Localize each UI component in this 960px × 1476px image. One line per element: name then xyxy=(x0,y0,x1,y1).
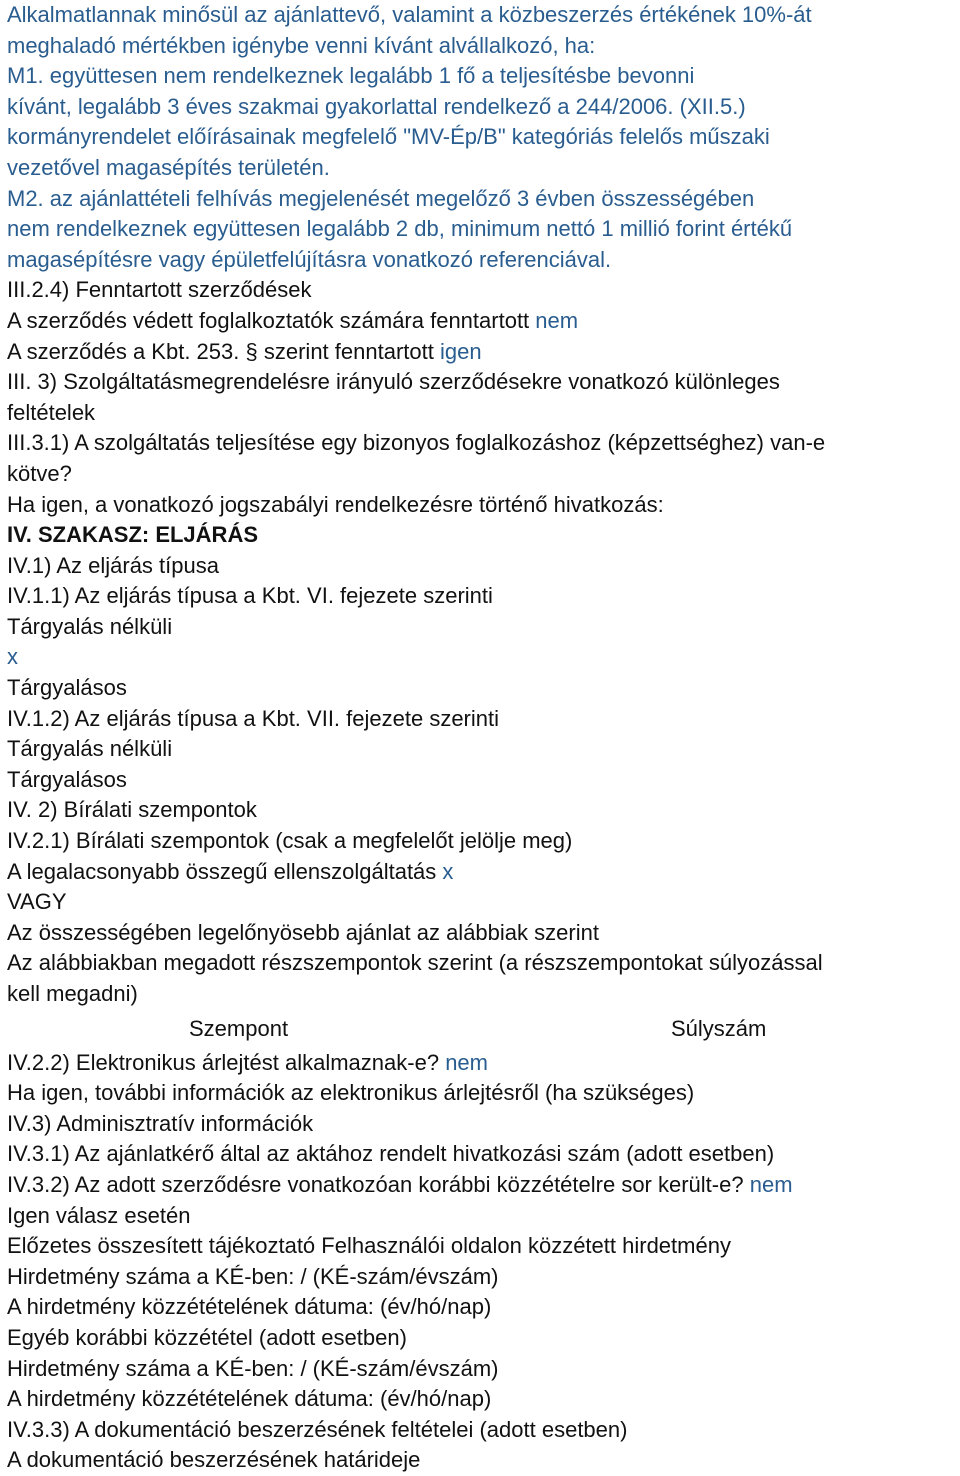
eauction-row xyxy=(7,1048,958,1079)
criterion-m1-line-3: kormányrendelet előírásainak megfelelő "MV-Ép/B" kategóriás felelős műszaki xyxy=(7,124,770,150)
previous-publication-row xyxy=(7,1170,958,1201)
reserved-kbt-label-rest: szerint fenntartott xyxy=(263,338,434,364)
reserved-sheltered-value: nem xyxy=(535,307,579,333)
publication-date-2: A hirdetmény közzétételének dátuma: (év/hó/nap) xyxy=(7,1386,492,1412)
profession-question-1: III.3.1) A szolgáltatás teljesítése egy bizonyos foglalkozáshoz (képzettséghez) van-e xyxy=(7,430,826,456)
reserved-contracts-heading: III.2.4) Fenntartott szerződések xyxy=(7,277,312,303)
criterion-m1-line-1: M1. együttesen nem rendelkeznek legalább 1 fő a teljesítésbe bevonni xyxy=(7,63,695,89)
criterion-m2-line-1: M2. az ajánlattételi felhívás megjelenését megelőző 3 évben összességében xyxy=(7,185,755,211)
sub-criteria-line-1: Az alábbiakban megadott részszempontok szerint (a részszempontokat súlyozással xyxy=(7,950,823,976)
sub-criteria-line-2: kell megadni) xyxy=(7,981,138,1006)
procedure-section-heading: IV. SZAKASZ: ELJÁRÁS xyxy=(7,522,259,548)
lowest-price-mark: x xyxy=(442,858,454,884)
criterion-m1-line-2: kívánt, legalább 3 éves szakmai gyakorlattal rendelkező a 244/2006. (XII.5.) xyxy=(7,93,746,119)
service-conditions-heading-1: III. 3) Szolgáltatásmegrendelésre irányuló szerződésekre vonatkozó különleges xyxy=(7,369,780,395)
best-value-label: Az összességében legelőnyösebb ajánlat az alábbiak szerint xyxy=(7,919,599,945)
option-negotiated: Tárgyalásos xyxy=(7,675,127,701)
other-publication: Egyéb korábbi közzététel (adott esetben) xyxy=(7,1324,407,1350)
reserved-kbt-row xyxy=(7,337,958,368)
eauction-info: Ha igen, további információk az elektronikus árlejtésről (ha szükséges) xyxy=(7,1080,695,1106)
documentation-deadline: A dokumentáció beszerzésének határideje xyxy=(7,1447,421,1473)
document-page xyxy=(7,0,958,1476)
notice-number-2: Hirdetmény száma a KÉ-ben: / (KÉ-szám/évszám) xyxy=(7,1355,499,1381)
criterion-column-header: Szempont xyxy=(189,1015,289,1041)
option-without-negotiation-2: Tárgyalás nélküli xyxy=(7,736,173,762)
or-separator: VAGY xyxy=(7,889,67,915)
reserved-sheltered-label: A szerződés védett foglalkoztatók számára fenntartott xyxy=(7,307,530,333)
notice-number-1: Hirdetmény száma a KÉ-ben: / (KÉ-szám/évszám) xyxy=(7,1263,499,1289)
admin-info-heading: IV.3) Adminisztratív információk xyxy=(7,1110,314,1136)
lowest-price-row xyxy=(7,857,958,888)
reference-number-label: IV.3.1) Az ajánlatkérő által az aktához rendelt hivatkozási szám (adott esetben) xyxy=(7,1141,775,1167)
procedure-type-heading: IV.1) Az eljárás típusa xyxy=(7,552,219,578)
legal-reference-label: Ha igen, a vonatkozó jogszabályi rendelkezésre történő hivatkozás: xyxy=(7,491,664,517)
option-negotiated-2: Tárgyalásos xyxy=(7,766,127,792)
previous-publication-value: nem xyxy=(749,1171,793,1197)
publication-date-1: A hirdetmény közzétételének dátuma: (év/hó/nap) xyxy=(7,1294,492,1320)
option-without-negotiation: Tárgyalás nélküli xyxy=(7,613,173,639)
criteria-table-header xyxy=(7,1010,958,1048)
award-criteria-subheading: IV.2.1) Bírálati szempontok (csak a megfelelőt jelölje meg) xyxy=(7,828,573,854)
lowest-price-label: A legalacsonyabb összegű ellenszolgáltatás xyxy=(7,858,437,884)
prior-information-notice: Előzetes összesített tájékoztató Felhasználói oldalon közzétett hirdetmény xyxy=(7,1233,731,1259)
documentation-conditions: IV.3.3) A dokumentáció beszerzésének feltételei (adott esetben) xyxy=(7,1416,628,1442)
eauction-label: IV.2.2) Elektronikus árlejtést alkalmaznak-e? xyxy=(7,1049,440,1075)
profession-question-2: kötve? xyxy=(7,460,72,486)
procedure-type-chapter-vi: IV.1.1) Az eljárás típusa a Kbt. VI. fejezete szerinti xyxy=(7,583,493,609)
award-criteria-heading: IV. 2) Bírálati szempontok xyxy=(7,797,257,823)
reserved-kbt-label: A szerződés a Kbt. 253. xyxy=(7,338,240,364)
suitability-criteria-block xyxy=(7,0,958,275)
criterion-m2-line-3: magasépítésre vagy épületfelújításra vonatkozó referenciával. xyxy=(7,246,612,272)
reserved-sheltered-row xyxy=(7,306,958,337)
criterion-m1-line-4: vezetővel magasépítés területén. xyxy=(7,154,330,180)
section-sign: § xyxy=(245,338,258,364)
reserved-kbt-value: igen xyxy=(439,338,482,364)
intro-line-2: meghaladó mértékben igénybe venni kívánt alvállalkozó, ha: xyxy=(7,32,596,58)
criterion-m2-line-2: nem rendelkeznek együttesen legalább 2 db, minimum nettó 1 millió forint értékű xyxy=(7,216,793,242)
service-conditions-heading-2: feltételek xyxy=(7,399,96,425)
previous-publication-label: IV.3.2) Az adott szerződésre vonatkozóan korábbi közzétételre sor került-e? xyxy=(7,1171,744,1197)
eauction-value: nem xyxy=(445,1049,488,1075)
selected-mark: x xyxy=(7,644,18,670)
procedure-type-chapter-vii: IV.1.2) Az eljárás típusa a Kbt. VII. fejezete szerinti xyxy=(7,705,500,731)
if-yes-label: Igen válasz esetén xyxy=(7,1202,191,1228)
weight-column-header: Súlyszám xyxy=(671,1015,767,1041)
intro-line-1: Alkalmatlannak minősül az ajánlattevő, valamint a közbeszerzés értékének 10%-át xyxy=(7,2,812,27)
